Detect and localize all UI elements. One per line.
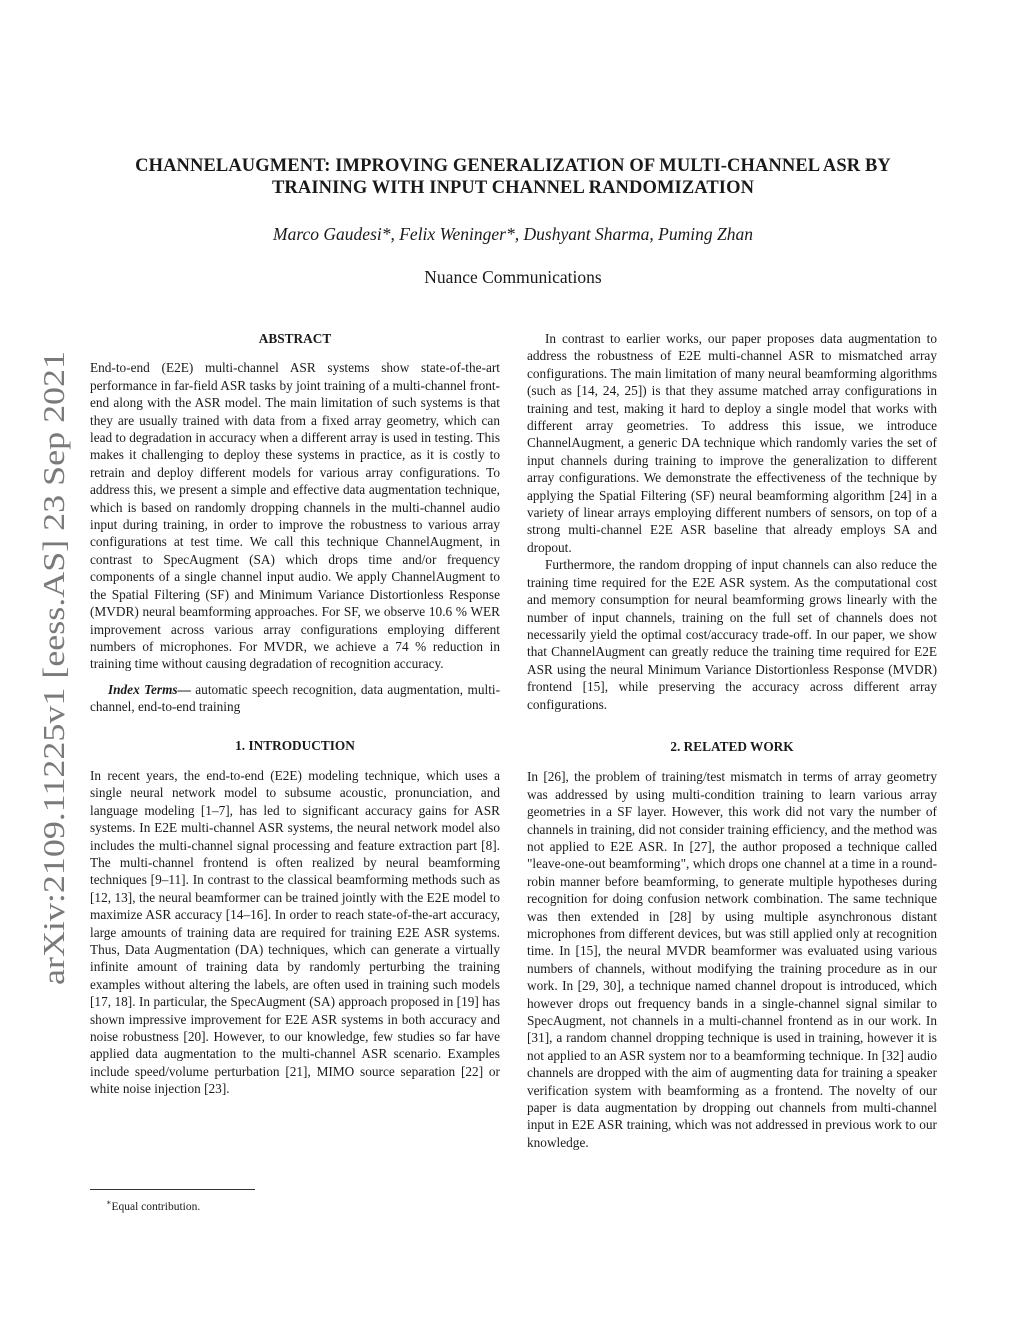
affiliation: Nuance Communications (424, 267, 602, 287)
arxiv-stamp-text: arXiv:2109.11225v1 [eess.AS] 23 Sep 2021 (36, 438, 71, 985)
title-line-2: TRAINING WITH INPUT CHANNEL RANDOMIZATION (271, 178, 755, 198)
arxiv-stamp (34, 348, 74, 988)
index-terms-text: automatic speech recognition, data augmentation, multi-channel, end-to-end training (90, 681, 501, 715)
right-column (527, 330, 937, 1151)
left-column (90, 330, 500, 1098)
related-work-text: In [26], the problem of training/test mismatch in terms of array geometry was addressed by using multi-condition training to learn various array geometries in a SF layer. However, this work did not vary the number of channels in training, did not consider training efficiency, and the method was not applied to E2E ASR. In [27], the author proposed a technique called "leave-one-out beamforming", which drops one channel at a time in a round-robin manner before beamforming, to generate multiple hypotheses during recognition for doing confusion network combination. The same technique was then extended in [28] by using multiple asynchronous distant microphones from different devices, but was still applied only at recognition time. In [15], the neural MVDR beamformer was evaluated using various numbers of channels, without modifying the training procedure as in our work. In [29, 30], a technique named channel dropout is introduced, which however drops out frequency bands in a single-channel signal similar to SpecAugment, not channels in a multi-channel frontend as in our work. In [31], a random channel dropping technique is used in training, however it is not applied to an ASR system nor to a beamforming technique. In [32] audio channels are dropped with the aim of augmenting data for training a speaker verification system with beamforming as a frontend. The novelty of our paper is data augmentation by dropping out channels from multi-channel input in E2E ASR training, which was not addressed in previous work to our knowledge. (527, 769, 937, 1150)
paper-title (88, 155, 938, 199)
abstract-text: End-to-end (E2E) multi-channel ASR systems show state-of-the-art performance in far-field ASR tasks by joint training of a multi-channel front-end along with the ASR model. The main limitation of such systems is that they are usually trained with data from a fixed array geometry, which can lead to degradation in accuracy when a different array is used in testing. This makes it challenging to deploy these systems in practice, as it is costly to retrain and deploy different models for various array configurations. To address this, we present a simple and effective data augmentation technique, which is based on randomly dropping channels in the multi-channel audio input during training, in order to improve the robustness to various array configurations at test time. We call this technique ChannelAugment, in contrast to SpecAugment (SA) which drops time and/or frequency components of a single channel input audio. We apply ChannelAugment to the Spatial Filtering (SF) and Minimum Variance Distortionless Response (MVDR) neural beamforming approaches. For SF, we observe 10.6 % WER improvement across various array configurations employing different numbers of microphones. For MVDR, we achieve a 74 % reduction in training time without causing degradation of recognition accuracy. (90, 360, 500, 672)
footnote-rule (90, 1189, 255, 1190)
index-terms (90, 681, 500, 716)
intro-heading: 1. INTRODUCTION (235, 737, 355, 753)
title-line-1: CHANNELAUGMENT: IMPROVING GENERALIZATION OF MULTI-CHANNEL ASR BY (135, 156, 891, 176)
related-work-heading: 2. RELATED WORK (670, 738, 794, 754)
authors: Marco Gaudesi*, Felix Weninger*, Dushyant Sharma, Puming Zhan (273, 224, 753, 244)
footnote: ∗Equal contribution. (106, 1198, 201, 1213)
intro-text: In recent years, the end-to-end (E2E) modeling technique, which uses a single neural network model to subsume acoustic, pronunciation, and language modeling [1–7], has led to significant accuracy gains for ASR systems. In E2E multi-channel ASR systems, the neural network model also includes the multi-channel signal processing and feature extraction part [8]. The multi-channel frontend is often realized by neural beamforming techniques [9–11]. In contrast to the classical beamforming methods such as [12, 13], the neural beamformer can be trained jointly with the E2E model to maximize ASR accuracy [14–16]. In order to reach state-of-the-art accuracy, large amounts of training data are required for training E2E ASR systems. Thus, Data Augmentation (DA) techniques, which can generate a virtually infinite amount of training data by randomly perturbing the training examples without altering the labels, are often used in training such models [17, 18]. In particular, the SpecAugment (SA) approach proposed in [19] has shown impressive improvement for E2E ASR systems in both accuracy and noise robustness [20]. However, to our knowledge, few studies so far have applied data augmentation to the multi-channel ASR scenario. Examples include speed/volume perturbation [21], MIMO source separation [22] or white noise injection [23]. (90, 767, 500, 1097)
index-terms-label: Index Terms— (107, 681, 191, 697)
intro-paragraph-2: In contrast to earlier works, our paper proposes data augmentation to address the robustness of E2E multi-channel ASR to mismatched array configurations. The main limitation of many neural beamforming algorithms (such as [14, 24, 25]) is that they assume matched array configurations in training and test, making it hard to deploy a single model that works with different array geometries. To address this issue, we introduce ChannelAugment, a generic DA technique which randomly varies the set of input channels during training to improve the generalization to different array configurations. We demonstrate the effectiveness of the technique by applying the Spatial Filtering (SF) neural beamforming algorithm [24] in a variety of linear arrays employing different numbers of sensors, on top of a strong multi-channel E2E ASR baseline that already employs SA and dropout. (527, 331, 937, 555)
intro-paragraph-3: Furthermore, the random dropping of input channels can also reduce the training time required for the E2E ASR system. As the computational cost and memory consumption for neural beamforming grows linearly with the number of input channels, training on the full set of channels does not necessarily yield the optimal cost/accuracy trade-off. In our paper, we show that ChannelAugment can greatly reduce the training time required for E2E ASR using the neural Minimum Variance Distortionless Response (MVDR) frontend [15], while preserving the accuracy across different array configurations. (527, 557, 937, 712)
footnote-text: Equal contribution. (111, 1200, 201, 1213)
abstract-heading: ABSTRACT (258, 331, 332, 346)
